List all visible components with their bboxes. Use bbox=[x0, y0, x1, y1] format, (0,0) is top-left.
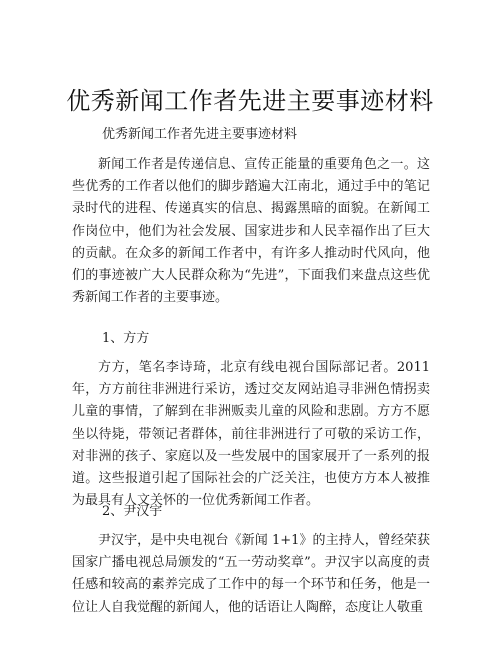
document-title: 优秀新闻工作者先进主要事迹材料 bbox=[66, 87, 434, 115]
intro-paragraph: 新闻工作者是传递信息、宣传正能量的重要角色之一。这些优秀的工作者以他们的脚步踏遍大江南北，通过手中的笔记录时代的进程、传递真实的信息、揭露黑暗的面貌。在新闻工作岗位中，他们为社会发展、国家进步和人民幸福作出了巨大的贡献。在众多的新闻工作者中，有许多人推动时代风向，他们的事迹被广大人民群众称为“先进”，下面我们来盘点这些优秀新闻工作者的主要事迹。 bbox=[72, 157, 430, 306]
section-body-1: 方方，笔名李诗琦，北京有线电视台国际部记者。2011年，方方前往非洲进行采访，透过交友网站追寻非洲色情拐卖儿童的事情，了解到在非洲贩卖儿童的风险和悲剧。方方不愿坐以待毙，带领记者群体，前往非洲进行了可敬的采访工作，对非洲的孩子、家庭以及一些发展中的国家展开了一系列的报道。这些报道引起了国际社会的广泛关注，也使方方本人被推为最具有人文关怀的一位优秀新闻工作者。 bbox=[72, 360, 430, 509]
document-subtitle: 优秀新闻工作者先进主要事迹材料 bbox=[102, 127, 298, 142]
section-heading-1: 1、方方 bbox=[102, 331, 150, 346]
section-body-2: 尹汉宇，是中央电视台《新闻 1+1》的主持人，曾经荣获国家广播电视总局颁发的“五一劳动奖章”。尹汉宇以高度的责任感和较高的素养完成了工作中的每一个环节和任务，他是一位让人自我觉醒的新闻人，他的话语让人陶醉，态度让人敬重 bbox=[72, 533, 430, 615]
section-heading-2: 2、尹汉宇 bbox=[102, 504, 163, 519]
